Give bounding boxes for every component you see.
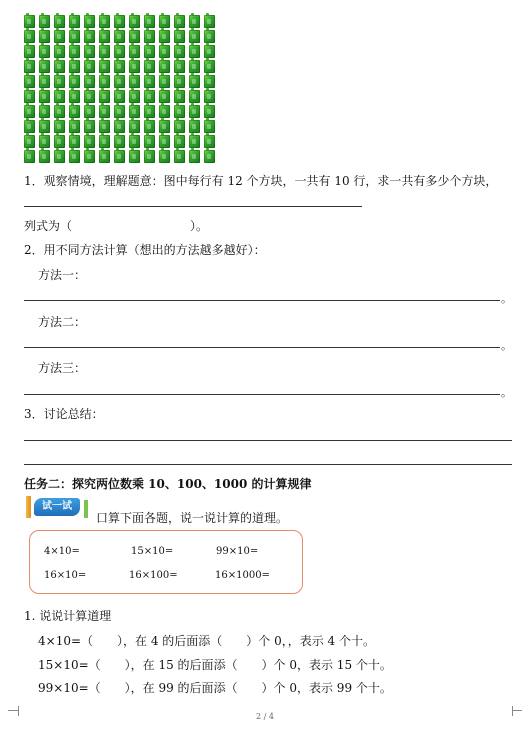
green-cube-block-icon: [114, 120, 125, 133]
green-cube-block-icon: [189, 135, 200, 148]
green-cube-block-icon: [129, 60, 140, 73]
green-cube-block-icon: [159, 135, 170, 148]
green-cube-block-icon: [99, 30, 110, 43]
green-cube-block-icon: [84, 120, 95, 133]
green-cube-block-icon: [69, 15, 80, 28]
green-cube-block-icon: [69, 135, 80, 148]
green-cube-block-icon: [189, 120, 200, 133]
green-cube-block-icon: [24, 120, 35, 133]
question-3-title: 3．讨论总结：: [24, 407, 104, 421]
green-cube-block-icon: [54, 150, 65, 163]
exercise-item: 16×100=: [129, 570, 178, 581]
green-cube-block-icon: [204, 120, 215, 133]
answer-line-method-3: [24, 394, 500, 395]
green-cube-block-icon: [174, 105, 185, 118]
green-cube-block-icon: [24, 75, 35, 88]
green-cube-block-icon: [144, 120, 155, 133]
green-cube-block-icon: [84, 60, 95, 73]
pencil-icon: [26, 496, 31, 518]
green-cube-block-icon: [99, 75, 110, 88]
green-cube-block-icon: [54, 45, 65, 58]
green-cube-block-icon: [204, 60, 215, 73]
green-cube-block-icon: [144, 75, 155, 88]
green-cube-block-icon: [24, 90, 35, 103]
explain-line-3: 99×10=（ ），在 99 的后面添（ ）个 0，表示 99 个十。: [38, 681, 392, 695]
green-cube-block-icon: [129, 90, 140, 103]
question-2-title: 2．用不同方法计算（想出的方法越多越好）：: [24, 243, 266, 257]
green-cube-block-icon: [39, 135, 50, 148]
green-cube-block-icon: [69, 30, 80, 43]
green-cube-block-icon: [174, 150, 185, 163]
green-cube-block-icon: [159, 120, 170, 133]
green-cube-block-icon: [204, 135, 215, 148]
green-cube-block-icon: [84, 105, 95, 118]
green-cube-block-icon: [159, 105, 170, 118]
end-mark: 。: [501, 386, 512, 399]
green-cube-block-icon: [114, 30, 125, 43]
answer-line-q1: [24, 206, 362, 207]
green-cube-block-icon: [189, 75, 200, 88]
green-cube-block-icon: [174, 15, 185, 28]
green-cube-block-icon: [144, 135, 155, 148]
green-cube-block-icon: [24, 60, 35, 73]
green-cube-block-icon: [174, 90, 185, 103]
green-cube-block-icon: [54, 120, 65, 133]
green-cube-block-icon: [174, 75, 185, 88]
green-cube-block-icon: [24, 105, 35, 118]
green-cube-block-icon: [99, 150, 110, 163]
green-cube-block-icon: [114, 105, 125, 118]
green-cube-block-icon: [99, 90, 110, 103]
green-cube-block-icon: [114, 90, 125, 103]
crop-mark: [8, 706, 18, 711]
green-cube-block-icon: [84, 135, 95, 148]
green-cube-block-icon: [204, 150, 215, 163]
page-number: 2 / 4: [256, 712, 274, 721]
green-cube-block-icon: [54, 30, 65, 43]
green-cube-block-icon: [159, 30, 170, 43]
green-cube-block-icon: [174, 45, 185, 58]
exercise-item: 99×10=: [216, 546, 259, 557]
green-cube-block-icon: [129, 45, 140, 58]
green-cube-block-icon: [99, 120, 110, 133]
green-cube-block-icon: [114, 135, 125, 148]
green-cube-block-icon: [144, 30, 155, 43]
green-cube-block-icon: [54, 75, 65, 88]
formula-suffix: ）。: [190, 219, 209, 233]
green-cube-block-icon: [84, 75, 95, 88]
green-cube-block-icon: [84, 45, 95, 58]
green-cube-block-icon: [204, 30, 215, 43]
green-cube-block-icon: [129, 120, 140, 133]
green-cube-block-icon: [84, 15, 95, 28]
green-cube-block-icon: [114, 150, 125, 163]
green-cube-block-icon: [39, 150, 50, 163]
green-cube-block-icon: [129, 135, 140, 148]
green-cube-block-icon: [204, 105, 215, 118]
crop-mark: [512, 706, 522, 711]
green-cube-block-icon: [69, 75, 80, 88]
block-grid-illustration: [24, 14, 216, 164]
method-1-label: 方法一：: [38, 268, 87, 282]
green-cube-block-icon: [39, 120, 50, 133]
green-cube-block-icon: [144, 45, 155, 58]
green-cube-block-icon: [159, 15, 170, 28]
green-cube-block-icon: [69, 90, 80, 103]
answer-line-q3-1: [24, 440, 512, 441]
green-cube-block-icon: [114, 15, 125, 28]
green-cube-block-icon: [114, 75, 125, 88]
green-cube-block-icon: [189, 105, 200, 118]
green-cube-block-icon: [174, 60, 185, 73]
green-cube-block-icon: [204, 15, 215, 28]
green-cube-block-icon: [99, 135, 110, 148]
green-cube-block-icon: [69, 150, 80, 163]
badge-label: 试一试: [34, 498, 80, 516]
method-2-label: 方法二：: [38, 315, 87, 329]
green-cube-block-icon: [144, 150, 155, 163]
exercise-item: 16×1000=: [215, 570, 270, 581]
green-cube-block-icon: [39, 105, 50, 118]
task-2-instruction: 口算下面各题，说一说计算的道理。: [96, 511, 289, 525]
method-3-label: 方法三：: [38, 361, 87, 375]
end-mark: 。: [501, 292, 512, 305]
green-cube-block-icon: [159, 60, 170, 73]
green-cube-block-icon: [174, 135, 185, 148]
green-cube-block-icon: [39, 30, 50, 43]
exercise-item: 16×10=: [44, 570, 87, 581]
try-it-badge: [24, 496, 90, 518]
green-cube-block-icon: [54, 15, 65, 28]
green-cube-block-icon: [204, 45, 215, 58]
green-cube-block-icon: [39, 15, 50, 28]
end-mark: 。: [501, 339, 512, 352]
green-cube-block-icon: [39, 75, 50, 88]
green-cube-block-icon: [129, 105, 140, 118]
green-cube-block-icon: [54, 60, 65, 73]
green-cube-block-icon: [159, 75, 170, 88]
green-cube-block-icon: [144, 90, 155, 103]
green-cube-block-icon: [24, 135, 35, 148]
green-cube-block-icon: [84, 90, 95, 103]
green-cube-block-icon: [174, 30, 185, 43]
green-cube-block-icon: [24, 15, 35, 28]
green-cube-block-icon: [84, 150, 95, 163]
exercise-item: 15×10=: [131, 546, 174, 557]
answer-line-q3-2: [24, 464, 512, 465]
exercise-item: 4×10=: [44, 546, 80, 557]
green-cube-block-icon: [99, 60, 110, 73]
green-cube-block-icon: [99, 45, 110, 58]
explain-title: 1. 说说计算道理: [24, 609, 112, 623]
green-cube-block-icon: [24, 150, 35, 163]
green-cube-block-icon: [54, 135, 65, 148]
explain-line-2: 15×10=（ ），在 15 的后面添（ ）个 0，表示 15 个十。: [38, 658, 392, 672]
green-cube-block-icon: [69, 120, 80, 133]
pencil-icon: [84, 500, 88, 518]
green-cube-block-icon: [159, 45, 170, 58]
green-cube-block-icon: [204, 90, 215, 103]
green-cube-block-icon: [189, 90, 200, 103]
formula-prefix: 列式为（: [24, 219, 73, 233]
green-cube-block-icon: [189, 60, 200, 73]
green-cube-block-icon: [69, 60, 80, 73]
green-cube-block-icon: [39, 60, 50, 73]
exercise-box: [29, 530, 303, 594]
green-cube-block-icon: [99, 105, 110, 118]
green-cube-block-icon: [144, 60, 155, 73]
green-cube-block-icon: [159, 90, 170, 103]
answer-line-method-1: [24, 300, 500, 301]
green-cube-block-icon: [54, 90, 65, 103]
green-cube-block-icon: [189, 45, 200, 58]
task-2-title: 任务二：探究两位数乘 10、100、1000 的计算规律: [24, 477, 312, 491]
green-cube-block-icon: [189, 30, 200, 43]
green-cube-block-icon: [114, 60, 125, 73]
green-cube-block-icon: [69, 45, 80, 58]
green-cube-block-icon: [24, 45, 35, 58]
green-cube-block-icon: [99, 15, 110, 28]
green-cube-block-icon: [129, 75, 140, 88]
green-cube-block-icon: [129, 15, 140, 28]
green-cube-block-icon: [39, 45, 50, 58]
green-cube-block-icon: [69, 105, 80, 118]
green-cube-block-icon: [129, 30, 140, 43]
green-cube-block-icon: [84, 30, 95, 43]
green-cube-block-icon: [39, 90, 50, 103]
explain-line-1: 4×10=（ ），在 4 的后面添（ ）个 0，，表示 4 个十。: [38, 634, 375, 648]
green-cube-block-icon: [159, 150, 170, 163]
green-cube-block-icon: [24, 30, 35, 43]
green-cube-block-icon: [114, 45, 125, 58]
green-cube-block-icon: [129, 150, 140, 163]
green-cube-block-icon: [189, 15, 200, 28]
green-cube-block-icon: [204, 75, 215, 88]
question-1-text: 1．观察情境，理解题意：图中每行有 12 个方块，一共有 10 行，求一共有多少个方块，: [24, 174, 498, 188]
green-cube-block-icon: [144, 15, 155, 28]
green-cube-block-icon: [144, 105, 155, 118]
green-cube-block-icon: [189, 150, 200, 163]
green-cube-block-icon: [174, 120, 185, 133]
green-cube-block-icon: [54, 105, 65, 118]
answer-line-method-2: [24, 347, 500, 348]
